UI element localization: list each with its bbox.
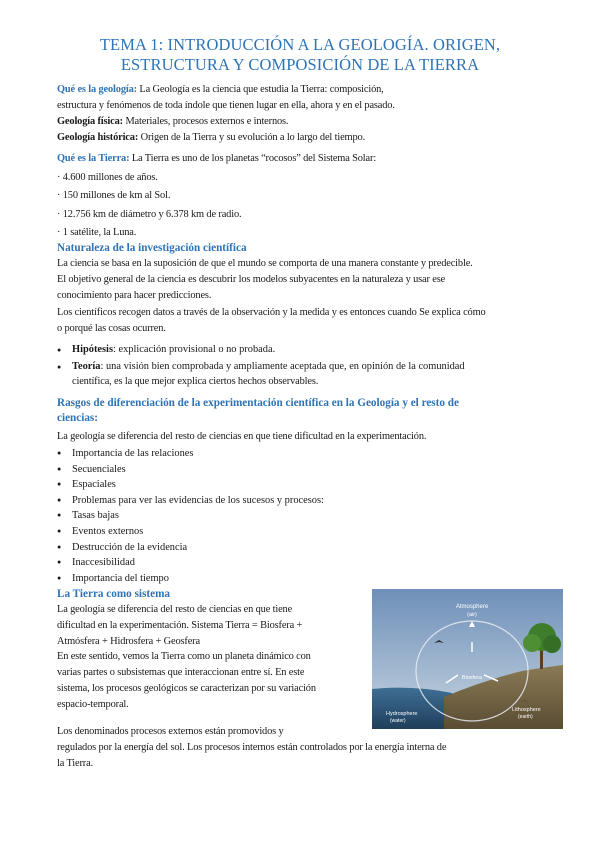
geologia-text-1: La Geología es la ciencia que estudia la Tierra: composición,	[136, 84, 384, 95]
atmosphere-label: Atmosphere	[455, 604, 489, 610]
hipotesis-text: : explicación provisional o no probada.	[113, 344, 276, 355]
heading-naturaleza: Naturaleza de la investigación científica	[57, 242, 247, 254]
geologia-label: Qué es la geología:	[57, 84, 137, 95]
list-item: ● Tasas bajas	[57, 508, 324, 524]
lithosphere-label: Lithosphere	[512, 707, 541, 713]
list-item	[57, 359, 465, 376]
tree-icon	[543, 635, 561, 653]
lithosphere-sublabel: (earth)	[518, 714, 533, 720]
tree-icon	[523, 634, 541, 652]
rasgos-bullet-list	[57, 446, 324, 586]
heading-rasgos	[57, 396, 557, 426]
title-line-2: ESTRUCTURA Y COMPOSICIÓN DE LA TIERRA	[120, 55, 480, 74]
rasgos-heading-line-1: Rasgos de diferenciación de la experimentación científica en la Geología y el resto de	[57, 397, 459, 409]
geologia-text-2: estructura y fenómenos de toda índole que tienen lugar en ella, ahora y en el pasado.	[57, 100, 395, 111]
teoria-label: Teoría	[72, 360, 101, 372]
sistema-line: varias partes o subsistemas que interaccionan entre sí. En este	[57, 667, 305, 679]
page-title	[58, 35, 542, 75]
hydrosphere-label: Hydrosphere	[386, 711, 418, 717]
section-naturaleza	[57, 256, 486, 337]
section-sistema	[57, 602, 316, 713]
tierra-item: · 12.756 km de diámetro y 6.378 km de radio.	[57, 208, 242, 220]
tierra-item: · 1 satélite, la Luna.	[57, 227, 137, 238]
rasgos-intro: La geología se diferencia del resto de ciencias en que tiene dificultad en la experimentación.	[57, 431, 427, 442]
geologia-fisica-text: Materiales, procesos externos e internos.	[123, 116, 289, 127]
list-item: ● Problemas para ver las evidencias de los sucesos y procesos:	[57, 493, 324, 509]
sistema-line: Atmósfera + Hidrosfera + Geosfera	[57, 635, 200, 647]
biosphere-label: Biosfera	[461, 675, 483, 681]
tierra-label: Qué es la Tierra:	[57, 153, 130, 164]
list-item: ● Espaciales	[57, 477, 324, 493]
hydrosphere-sublabel: (water)	[390, 718, 406, 724]
earth-system-illustration	[372, 589, 563, 729]
naturaleza-line: La ciencia se basa en la suposición de que el mundo se comporta de una manera constante y predecible.	[57, 258, 473, 269]
list-item: ● Inaccesibilidad	[57, 555, 324, 571]
section-que-es-tierra	[57, 150, 376, 243]
geologia-fisica-label: Geología física:	[57, 116, 123, 127]
list-item: ● Eventos externos	[57, 524, 324, 540]
sistema-final-line: Los denominados procesos externos están promovidos y	[57, 726, 284, 737]
sistema-line: La geología se diferencia del resto de ciencias en que tiene	[57, 604, 293, 615]
section-que-es-geologia	[57, 82, 395, 146]
list-item: ● Secuenciales	[57, 462, 324, 478]
tierra-item: · 4.600 millones de años.	[57, 171, 158, 183]
teoria-text-2: científica, es la que mejor explica ciertos hechos observables.	[72, 376, 319, 387]
tierra-item: · 150 millones de km al Sol.	[57, 190, 171, 201]
teoria-text-1: : una visión bien comprobada y ampliamente aceptada que, en opinión de la comunidad	[100, 360, 465, 372]
list-item	[57, 342, 465, 359]
list-item: ● Destrucción de la evidencia	[57, 540, 324, 556]
sea	[372, 688, 452, 729]
atmosphere-sublabel: (air)	[467, 612, 477, 618]
heading-sistema: La Tierra como sistema	[57, 588, 170, 600]
title-line-1: TEMA 1: INTRODUCCIÓN A LA GEOLOGÍA. ORIGEN,	[99, 35, 501, 54]
naturaleza-line: El objetivo general de la ciencia es descubrir los modelos subyacentes en la naturaleza y usar ese	[57, 274, 446, 286]
earth-system-figure	[372, 589, 563, 729]
sistema-line: En este sentido, vemos la Tierra como un planeta dinámico con	[57, 651, 311, 663]
hipotesis-label: Hipótesis	[72, 344, 113, 355]
tierra-text: La Tierra es uno de los planetas “rocosos” del Sistema Solar:	[129, 153, 377, 164]
section-sistema-final	[57, 724, 446, 771]
naturaleza-line: conocimiento para hacer predicciones.	[57, 290, 212, 302]
rasgos-heading-line-2: ciencias:	[57, 412, 99, 424]
list-item: ● Importancia de las relaciones	[57, 446, 324, 462]
geologia-historica-text: Origen de la Tierra y su evolución a lo largo del tiempo.	[138, 132, 366, 143]
sistema-final-line: regulados por la energía del sol. Los procesos internos están controlados por la energía interna de	[57, 741, 447, 753]
sistema-line: espacio-temporal.	[57, 698, 129, 710]
naturaleza-line: Los científicos recogen datos a través de la observación y la medida y es entonces cuando Se explica cómo	[57, 306, 486, 318]
geologia-historica-label: Geología histórica:	[57, 132, 139, 143]
sistema-line: sistema, los procesos geológicos se caracterizan por su variación	[57, 682, 316, 694]
sistema-line: dificultad en la experimentación. Sistema Tierra = Biosfera +	[57, 619, 303, 631]
sistema-final-line: la Tierra.	[57, 757, 94, 769]
list-item: ● Importancia del tiempo	[57, 571, 324, 587]
naturaleza-bullet-list	[57, 342, 465, 375]
naturaleza-line: o porqué las cosas ocurren.	[57, 322, 166, 334]
